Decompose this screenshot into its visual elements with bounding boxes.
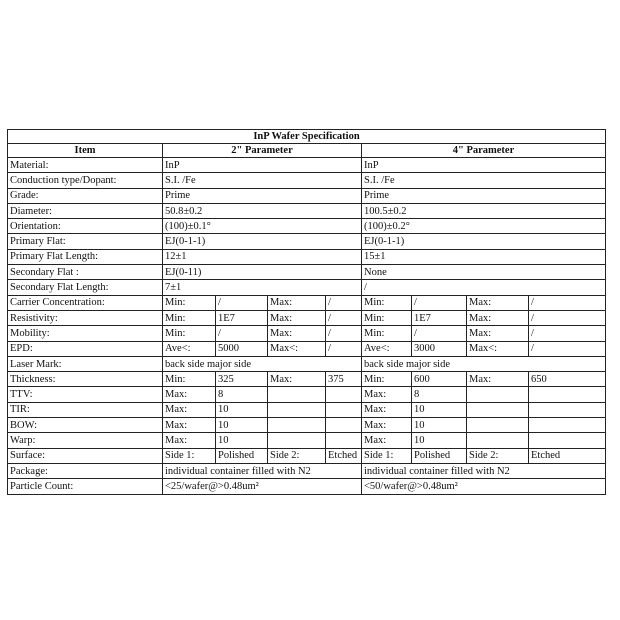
row-label: Diameter: <box>8 203 163 218</box>
header-item: Item <box>8 144 163 158</box>
param-cell: Side 1: <box>163 448 216 463</box>
table-row <box>8 265 606 280</box>
param-cell: Max: <box>467 295 529 310</box>
row-label: Primary Flat Length: <box>8 249 163 264</box>
row-label: Carrier Concentration: <box>8 295 163 310</box>
param-cell <box>268 433 326 448</box>
param-cell: Min: <box>362 310 412 325</box>
param-value: Prime <box>362 188 606 203</box>
param-cell: 10 <box>412 402 467 417</box>
row-label: Grade: <box>8 188 163 203</box>
row-label: Orientation: <box>8 219 163 234</box>
param-cell: Ave<: <box>362 341 412 356</box>
row-label: Resistivity: <box>8 310 163 325</box>
param-cell <box>529 433 606 448</box>
param-cell: Max: <box>268 295 326 310</box>
table-row <box>8 402 606 417</box>
param-cell: Max: <box>268 310 326 325</box>
param-cell: / <box>216 295 268 310</box>
row-label: EPD: <box>8 341 163 356</box>
param-cell: Max: <box>268 326 326 341</box>
param-cell: 10 <box>216 402 268 417</box>
table-row <box>8 249 606 264</box>
table-title: InP Wafer Specification <box>8 130 606 144</box>
wafer-spec-table <box>7 129 606 495</box>
spec-body <box>8 158 606 495</box>
table-row <box>8 234 606 249</box>
param-cell: Min: <box>163 372 216 387</box>
param-cell: Max: <box>362 418 412 433</box>
param-value: / <box>362 280 606 295</box>
row-label: BOW: <box>8 418 163 433</box>
param-cell: Polished <box>412 448 467 463</box>
param-cell: 600 <box>412 372 467 387</box>
table-row <box>8 188 606 203</box>
table-row <box>8 341 606 356</box>
table-row <box>8 387 606 402</box>
param-cell: / <box>529 326 606 341</box>
row-label: Particle Count: <box>8 479 163 494</box>
param-value: (100)±0.2° <box>362 219 606 234</box>
param-cell: 10 <box>216 418 268 433</box>
param-cell: Polished <box>216 448 268 463</box>
param-cell: Min: <box>362 326 412 341</box>
table-row <box>8 219 606 234</box>
row-label: Surface: <box>8 448 163 463</box>
param-cell: Max: <box>163 418 216 433</box>
param-value: <25/wafer@>0.48um² <box>163 479 362 494</box>
table-row <box>8 463 606 478</box>
param-cell: Ave<: <box>163 341 216 356</box>
table-row <box>8 295 606 310</box>
row-label: Conduction type/Dopant: <box>8 173 163 188</box>
param-value: S.I. /Fe <box>362 173 606 188</box>
table-row <box>8 433 606 448</box>
param-cell: / <box>412 326 467 341</box>
row-label: Secondary Flat Length: <box>8 280 163 295</box>
param-value: <50/wafer@>0.48um² <box>362 479 606 494</box>
param-cell: Max<: <box>467 341 529 356</box>
param-cell: Max: <box>467 326 529 341</box>
param-cell: 10 <box>412 418 467 433</box>
param-cell: Max: <box>362 402 412 417</box>
param-cell: 1E7 <box>412 310 467 325</box>
param-cell: Min: <box>163 326 216 341</box>
param-cell: Max<: <box>268 341 326 356</box>
param-cell: 325 <box>216 372 268 387</box>
param-value: EJ(0-1-1) <box>362 234 606 249</box>
param-value: individual container filled with N2 <box>362 463 606 478</box>
param-cell: Min: <box>362 295 412 310</box>
param-cell <box>326 433 362 448</box>
row-label: TTV: <box>8 387 163 402</box>
row-label: Laser Mark: <box>8 356 163 371</box>
param-value: InP <box>163 158 362 173</box>
param-cell <box>326 387 362 402</box>
param-cell: 375 <box>326 372 362 387</box>
param-cell: Max: <box>268 372 326 387</box>
param-cell <box>268 387 326 402</box>
param-cell: 5000 <box>216 341 268 356</box>
param-cell: Side 2: <box>268 448 326 463</box>
param-cell: / <box>412 295 467 310</box>
param-cell: / <box>529 341 606 356</box>
table-row <box>8 326 606 341</box>
param-value: 50.8±0.2 <box>163 203 362 218</box>
table-row <box>8 310 606 325</box>
param-value: None <box>362 265 606 280</box>
param-cell: Min: <box>163 295 216 310</box>
param-cell <box>326 402 362 417</box>
param-cell: Side 1: <box>362 448 412 463</box>
param-cell: / <box>216 326 268 341</box>
table-row <box>8 203 606 218</box>
param-cell: Max: <box>362 433 412 448</box>
param-cell: Etched <box>326 448 362 463</box>
header-4inch: 4" Parameter <box>362 144 606 158</box>
param-value: individual container filled with N2 <box>163 463 362 478</box>
param-cell: Max: <box>163 402 216 417</box>
row-label: Material: <box>8 158 163 173</box>
param-value: EJ(0-1-1) <box>163 234 362 249</box>
param-cell: / <box>529 310 606 325</box>
table-row <box>8 448 606 463</box>
param-cell: Max: <box>163 387 216 402</box>
param-cell <box>467 402 529 417</box>
param-cell: 1E7 <box>216 310 268 325</box>
param-value: InP <box>362 158 606 173</box>
table-row <box>8 479 606 494</box>
param-cell <box>268 402 326 417</box>
param-value: Prime <box>163 188 362 203</box>
param-cell: 10 <box>216 433 268 448</box>
param-cell <box>326 418 362 433</box>
param-cell: 3000 <box>412 341 467 356</box>
row-label: Package: <box>8 463 163 478</box>
table-row <box>8 173 606 188</box>
row-label: Thickness: <box>8 372 163 387</box>
param-cell: / <box>326 295 362 310</box>
param-value: (100)±0.1° <box>163 219 362 234</box>
param-value: 7±1 <box>163 280 362 295</box>
param-cell <box>529 402 606 417</box>
param-cell: Etched <box>529 448 606 463</box>
param-cell <box>529 418 606 433</box>
param-cell: Min: <box>163 310 216 325</box>
param-cell: / <box>326 341 362 356</box>
table-row <box>8 280 606 295</box>
param-cell: Max: <box>467 310 529 325</box>
param-value: 12±1 <box>163 249 362 264</box>
table-row <box>8 418 606 433</box>
param-cell <box>467 418 529 433</box>
param-value: 100.5±0.2 <box>362 203 606 218</box>
param-cell: Max: <box>163 433 216 448</box>
param-cell: Side 2: <box>467 448 529 463</box>
table-row <box>8 158 606 173</box>
param-value: S.I. /Fe <box>163 173 362 188</box>
param-value: 15±1 <box>362 249 606 264</box>
param-cell: / <box>326 310 362 325</box>
param-cell: 8 <box>216 387 268 402</box>
param-cell: 650 <box>529 372 606 387</box>
row-label: Warp: <box>8 433 163 448</box>
param-cell <box>529 387 606 402</box>
param-cell: Max: <box>467 372 529 387</box>
param-cell: / <box>326 326 362 341</box>
row-label: Primary Flat: <box>8 234 163 249</box>
header-2inch: 2" Parameter <box>163 144 362 158</box>
table-row <box>8 372 606 387</box>
row-label: TIR: <box>8 402 163 417</box>
param-cell: / <box>529 295 606 310</box>
param-cell: Max: <box>362 387 412 402</box>
row-label: Mobility: <box>8 326 163 341</box>
param-value: back side major side <box>163 356 362 371</box>
table-row <box>8 356 606 371</box>
param-cell <box>467 433 529 448</box>
row-label: Secondary Flat : <box>8 265 163 280</box>
param-cell <box>467 387 529 402</box>
param-cell: 8 <box>412 387 467 402</box>
param-cell: 10 <box>412 433 467 448</box>
param-value: back side major side <box>362 356 606 371</box>
param-cell <box>268 418 326 433</box>
param-value: EJ(0-11) <box>163 265 362 280</box>
param-cell: Min: <box>362 372 412 387</box>
